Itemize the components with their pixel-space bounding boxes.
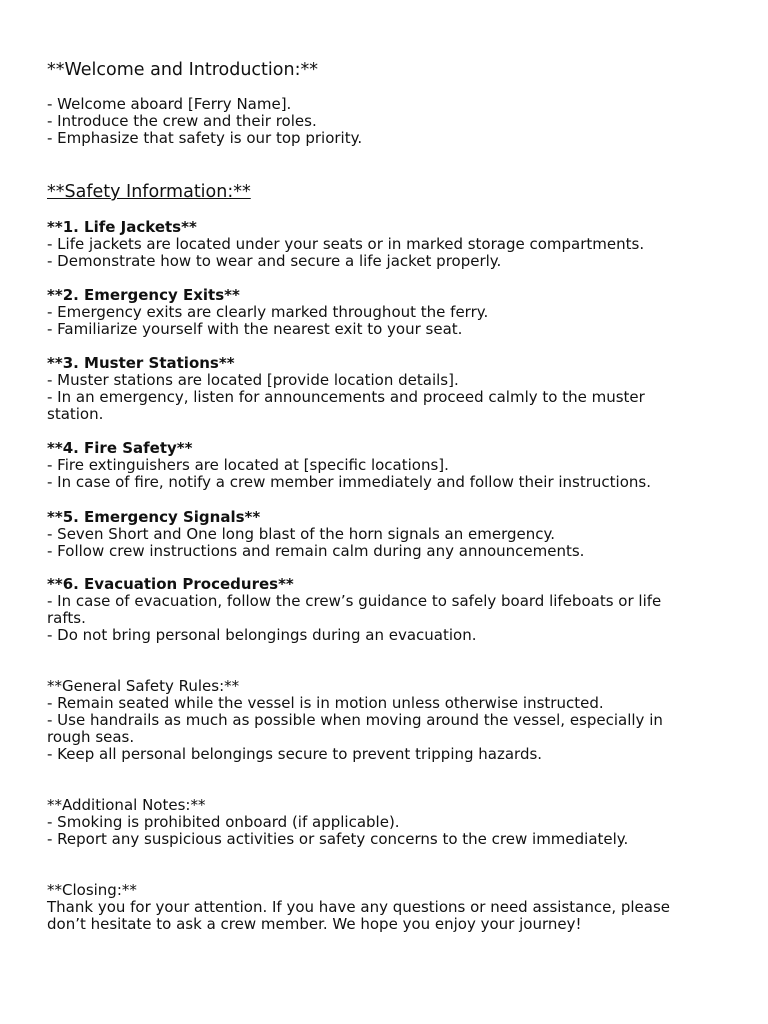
safety-subsection-emergency-exits bbox=[47, 287, 727, 338]
welcome-item: - Welcome aboard [Ferry Name]. bbox=[47, 95, 292, 113]
subsection-title: **6. Evacuation Procedures** bbox=[47, 575, 294, 593]
general-rules-item: - Keep all personal belongings secure to prevent tripping hazards. bbox=[47, 745, 543, 763]
subsection-title: **5. Emergency Signals** bbox=[47, 508, 261, 526]
closing-section bbox=[47, 882, 727, 933]
subsection-item: - Emergency exits are clearly marked throughout the ferry. bbox=[47, 303, 489, 321]
welcome-item: - Emphasize that safety is our top priority. bbox=[47, 129, 363, 147]
subsection-item: - Familiarize yourself with the nearest exit to your seat. bbox=[47, 320, 463, 338]
general-rules-item: rough seas. bbox=[47, 728, 135, 746]
welcome-item: - Introduce the crew and their roles. bbox=[47, 112, 317, 130]
general-rules-heading: **General Safety Rules:** bbox=[47, 677, 240, 695]
safety-subsection-muster-stations bbox=[47, 355, 727, 423]
safety-heading: **Safety Information:** bbox=[47, 182, 251, 202]
subsection-item: - In an emergency, listen for announcements and proceed calmly to the muster bbox=[47, 388, 645, 406]
subsection-item: - Life jackets are located under your seats or in marked storage compartments. bbox=[47, 235, 645, 253]
subsection-item: rafts. bbox=[47, 609, 86, 627]
subsection-title: **2. Emergency Exits** bbox=[47, 286, 240, 304]
subsection-item: - Do not bring personal belongings during an evacuation. bbox=[47, 626, 477, 644]
safety-section bbox=[47, 182, 727, 202]
subsection-item: - In case of fire, notify a crew member immediately and follow their instructions. bbox=[47, 473, 651, 491]
safety-subsection-emergency-signals bbox=[47, 509, 727, 560]
subsection-item: - Fire extinguishers are located at [specific locations]. bbox=[47, 456, 449, 474]
closing-text: don’t hesitate to ask a crew member. We hope you enjoy your journey! bbox=[47, 915, 582, 933]
subsection-title: **1. Life Jackets** bbox=[47, 218, 197, 236]
subsection-item: - Muster stations are located [provide location details]. bbox=[47, 371, 459, 389]
subsection-item: station. bbox=[47, 405, 104, 423]
closing-heading: **Closing:** bbox=[47, 881, 137, 899]
additional-notes-item: - Smoking is prohibited onboard (if applicable). bbox=[47, 813, 400, 831]
additional-notes-item: - Report any suspicious activities or safety concerns to the crew immediately. bbox=[47, 830, 629, 848]
welcome-heading: **Welcome and Introduction:** bbox=[47, 60, 318, 80]
additional-notes-heading: **Additional Notes:** bbox=[47, 796, 206, 814]
general-rules-item: - Use handrails as much as possible when moving around the vessel, especially in bbox=[47, 711, 663, 729]
safety-subsection-fire-safety bbox=[47, 440, 727, 491]
general-rules-item: - Remain seated while the vessel is in motion unless otherwise instructed. bbox=[47, 694, 604, 712]
subsection-item: - In case of evacuation, follow the crew’s guidance to safely board lifeboats or life bbox=[47, 592, 662, 610]
additional-notes-section bbox=[47, 797, 727, 848]
welcome-list bbox=[47, 96, 727, 147]
closing-text: Thank you for your attention. If you have any questions or need assistance, please bbox=[47, 898, 671, 916]
safety-subsection-evacuation bbox=[47, 576, 727, 644]
welcome-section bbox=[47, 60, 727, 80]
subsection-title: **3. Muster Stations** bbox=[47, 354, 235, 372]
subsection-item: - Demonstrate how to wear and secure a life jacket properly. bbox=[47, 252, 502, 270]
general-rules-section bbox=[47, 678, 727, 763]
safety-subsection-life-jackets bbox=[47, 219, 727, 270]
subsection-title: **4. Fire Safety** bbox=[47, 439, 193, 457]
subsection-item: - Follow crew instructions and remain calm during any announcements. bbox=[47, 542, 585, 560]
subsection-item: - Seven Short and One long blast of the horn signals an emergency. bbox=[47, 525, 555, 543]
